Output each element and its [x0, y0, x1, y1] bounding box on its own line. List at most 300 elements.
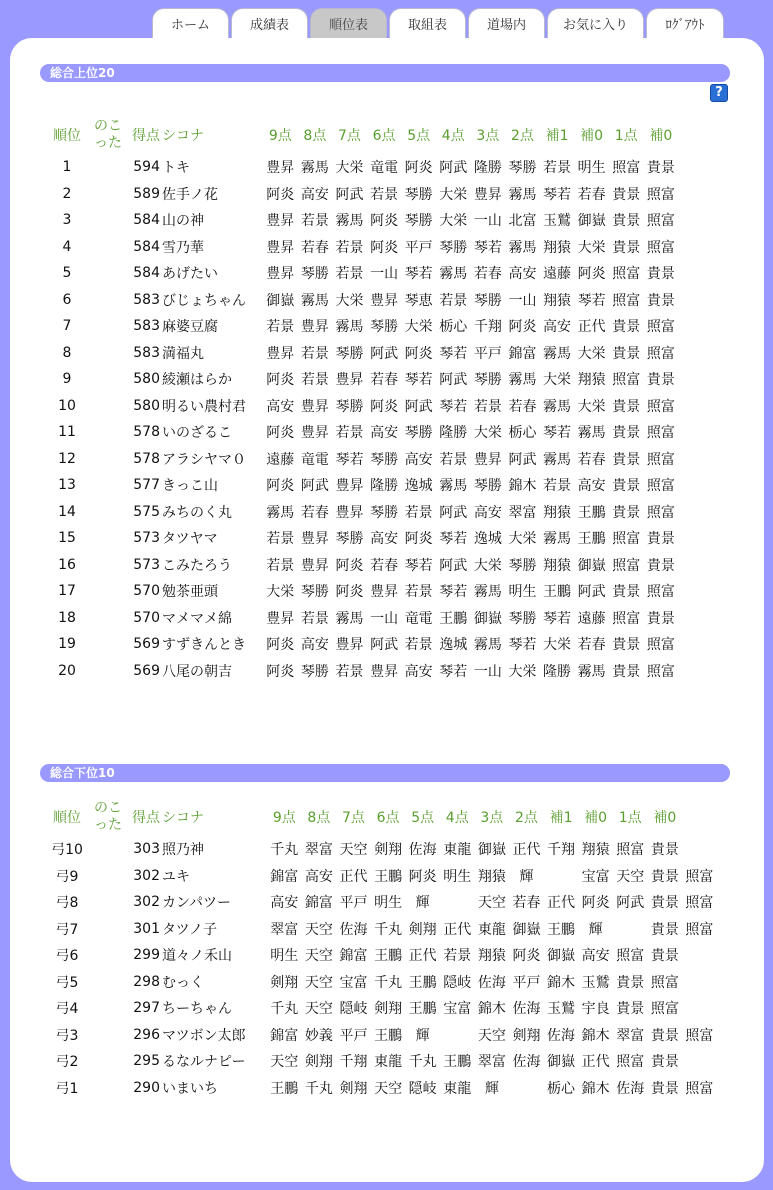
col-header: 2点 [514, 810, 538, 826]
rank-cell: 12 [58, 450, 76, 467]
col-header: 8点 [303, 128, 327, 144]
nokotta-cell [92, 552, 124, 579]
pick-cell: 千翔 [547, 842, 576, 859]
pick-cell: 霧馬 [577, 425, 606, 442]
score-cell: 296 [133, 1026, 160, 1043]
nokotta-cell [92, 578, 124, 605]
pick-cell: 照富 [646, 345, 675, 362]
table-row [42, 1048, 717, 1075]
nokotta-cell [92, 1048, 124, 1075]
nokotta-cell [92, 916, 124, 943]
pick-cell: 霧馬 [508, 239, 537, 256]
pick-cell: 照富 [612, 372, 641, 389]
tab-rankings[interactable]: 順位表 [310, 8, 387, 38]
rank-cell: 2 [62, 185, 72, 202]
pick-cell: 阿武 [439, 557, 468, 574]
pick-cell: 豊昇 [266, 239, 295, 256]
shikona-cell: ユキ [162, 868, 190, 885]
col-header: 3点 [476, 128, 500, 144]
col-header: 3点 [480, 810, 504, 826]
pick-cell: 高安 [300, 637, 329, 654]
shikona-cell: むっく [162, 974, 204, 991]
pick-cell: 若景 [439, 292, 468, 309]
table-row [42, 234, 678, 261]
pick-cell: 貴景 [612, 663, 641, 680]
pick-cell: 阿炎 [370, 239, 399, 256]
pick-cell: 御嶽 [577, 213, 606, 230]
pick-cell: 御嶽 [477, 842, 506, 859]
pick-cell: 琴勝 [473, 478, 502, 495]
pick-cell: 貴景 [646, 292, 675, 309]
pick-cell: 玉鷲 [547, 1001, 576, 1018]
pick-cell [440, 889, 475, 916]
pick-cell: 翠富 [477, 1054, 506, 1071]
pick-cell: 高安 [581, 948, 610, 965]
table-row [42, 836, 717, 863]
pick-cell: 逸城 [404, 478, 433, 495]
pick-cell: 阿炎 [577, 266, 606, 283]
score-cell: 583 [133, 344, 160, 361]
pick-cell: 竜電 [404, 610, 433, 627]
pick-cell: 阿炎 [404, 345, 433, 362]
pick-cell: 豊昇 [335, 478, 364, 495]
pick-cell: 琴若 [439, 531, 468, 548]
shikona-cell: タツヤマ [162, 531, 218, 548]
col-header: 順位 [53, 810, 81, 826]
pick-cell: 王鵬 [439, 610, 468, 627]
pick-cell: 剣翔 [270, 974, 299, 991]
score-cell: 580 [133, 397, 160, 414]
pick-cell: 錦木 [547, 974, 576, 991]
pick-cell: 琴若 [439, 663, 468, 680]
pick-cell [613, 916, 648, 943]
section-bottom10-title: 総合下位10 [40, 764, 730, 782]
pick-cell: 隠岐 [408, 1080, 437, 1097]
nokotta-cell [92, 863, 124, 890]
pick-cell: 阿炎 [266, 478, 295, 495]
pick-cell: 若春 [300, 239, 329, 256]
pick-cell: 東龍 [374, 1054, 403, 1071]
pick-cell: 剣翔 [512, 1027, 541, 1044]
nokotta-cell [92, 605, 124, 632]
nokotta-cell [92, 181, 124, 208]
col-header: 得点 [132, 128, 160, 144]
shikona-cell: トキ [162, 160, 190, 177]
pick-cell: 明生 [443, 868, 472, 885]
pick-cell: 天空 [304, 948, 333, 965]
pick-cell: 阿武 [300, 478, 329, 495]
pick-cell: 霧馬 [473, 637, 502, 654]
pick-cell: 貴景 [650, 868, 679, 885]
pick-cell: 豊昇 [300, 398, 329, 415]
pick-cell: 貴景 [650, 921, 679, 938]
pick-cell: 霧馬 [543, 451, 572, 468]
score-cell: 297 [133, 1000, 160, 1017]
pick-cell: 翔猿 [543, 557, 572, 574]
pick-cell: 琴若 [473, 239, 502, 256]
nokotta-cell [92, 419, 124, 446]
pick-cell: 千丸 [374, 974, 403, 991]
pick-cell: 貴景 [612, 504, 641, 521]
table-row [42, 889, 717, 916]
pick-cell: 錦木 [477, 1001, 506, 1018]
pick-cell: 翠富 [508, 504, 537, 521]
pick-cell: 王鵬 [374, 1027, 403, 1044]
pick-cell: 貴景 [612, 345, 641, 362]
pick-cell: 豊昇 [370, 663, 399, 680]
pick-cell: 琴若 [543, 186, 572, 203]
col-header: 補0 [653, 810, 677, 826]
table-row [42, 393, 678, 420]
col-header: 7点 [342, 810, 365, 826]
pick-cell: 照富 [612, 557, 641, 574]
tab-home[interactable]: ホーム [152, 8, 229, 38]
pick-cell: 照富 [616, 948, 645, 965]
pick-cell: 阿武 [577, 584, 606, 601]
pick-cell: 豊昇 [266, 160, 295, 177]
pick-cell: 遠藤 [543, 266, 572, 283]
pick-cell: 大栄 [577, 345, 606, 362]
score-cell: 583 [133, 291, 160, 308]
pick-cell: 千丸 [270, 1001, 299, 1018]
main-panel [10, 38, 764, 1182]
pick-cell: 佐海 [547, 1027, 576, 1044]
rank-cell: 17 [58, 583, 76, 600]
score-cell: 299 [133, 947, 160, 964]
pick-cell: 貴景 [616, 1001, 645, 1018]
pick-cell: 大栄 [508, 531, 537, 548]
pick-cell: 琴勝 [508, 557, 537, 574]
pick-cell: 若景 [370, 186, 399, 203]
nokotta-cell [92, 260, 124, 287]
table-row [42, 605, 678, 632]
shikona-cell: きっこ山 [162, 478, 218, 495]
pick-cell: 琴勝 [370, 504, 399, 521]
pick-cell: 一山 [508, 292, 537, 309]
pick-cell: 若景 [335, 239, 364, 256]
pick-cell: 平戸 [512, 974, 541, 991]
pick-cell: 阿炎 [370, 398, 399, 415]
pick-cell: 阿炎 [335, 557, 364, 574]
pick-cell: 琴若 [404, 557, 433, 574]
pick-cell: 阿炎 [581, 895, 610, 912]
pick-cell: 剣翔 [339, 1080, 368, 1097]
pick-cell: 栃心 [439, 319, 468, 336]
table-row [42, 552, 678, 579]
pick-cell: 琴若 [543, 610, 572, 627]
pick-cell: 豊昇 [300, 557, 329, 574]
pick-cell: 豊昇 [300, 319, 329, 336]
pick-cell: 若景 [335, 663, 364, 680]
pick-cell: 剣翔 [374, 1001, 403, 1018]
nokotta-cell [92, 631, 124, 658]
pick-cell [544, 863, 579, 890]
score-cell: 301 [133, 920, 160, 937]
pick-cell: 王鵬 [374, 868, 403, 885]
shikona-cell: 雪乃華 [162, 239, 204, 256]
shikona-cell: 綾瀬はらか [162, 372, 232, 389]
pick-cell: 若春 [577, 186, 606, 203]
shikona-cell: 八尾の朝吉 [162, 663, 232, 680]
pick-cell: 御嶽 [266, 292, 295, 309]
table-row [42, 525, 678, 552]
table-row [42, 942, 717, 969]
pick-cell: 御嶽 [547, 1054, 576, 1071]
nokotta-cell [92, 889, 124, 916]
pick-cell: 照富 [612, 610, 641, 627]
pick-cell: 高安 [370, 425, 399, 442]
pick-cell: 豊昇 [300, 531, 329, 548]
rank-cell: 弓2 [55, 1054, 79, 1071]
score-cell: 573 [133, 556, 160, 573]
pick-cell: 阿武 [439, 372, 468, 389]
bottom10-table [42, 798, 717, 1101]
nokotta-cell [92, 366, 124, 393]
pick-cell: 若景 [404, 637, 433, 654]
pick-cell: 霧馬 [543, 398, 572, 415]
col-header: シコナ [162, 810, 204, 826]
pick-cell: 照富 [616, 1054, 645, 1071]
pick-cell: 阿武 [616, 895, 645, 912]
pick-cell: 若景 [300, 213, 329, 230]
shikona-cell: 道々ノ禾山 [162, 948, 232, 965]
pick-cell: 貴景 [612, 425, 641, 442]
pick-cell: 北富 [508, 213, 537, 230]
pick-cell: 照富 [646, 584, 675, 601]
pick-cell: 霧馬 [300, 292, 329, 309]
pick-cell: 東龍 [443, 1080, 472, 1097]
col-header: 補0 [584, 810, 608, 826]
pick-cell: 照富 [612, 292, 641, 309]
score-cell: 584 [133, 265, 160, 282]
pick-cell: 貴景 [612, 584, 641, 601]
pick-cell: 若景 [473, 398, 502, 415]
pick-cell: 一山 [370, 610, 399, 627]
pick-cell [440, 1022, 475, 1049]
pick-cell: 照富 [685, 921, 714, 938]
nokotta-cell [92, 313, 124, 340]
pick-cell: 王鵬 [577, 504, 606, 521]
pick-cell: 霧馬 [508, 186, 537, 203]
pick-cell: 剣翔 [304, 1054, 333, 1071]
pick-cell: 天空 [477, 1027, 506, 1044]
pick-cell: 輝 [415, 895, 430, 912]
pick-cell: 天空 [304, 921, 333, 938]
pick-cell: 霧馬 [577, 663, 606, 680]
pick-cell: 佐海 [512, 1054, 541, 1071]
tab-matchups[interactable]: 取組表 [389, 8, 466, 38]
pick-cell: 御嶽 [547, 948, 576, 965]
pick-cell: 琴勝 [300, 584, 329, 601]
tab-logout[interactable]: ﾛｸﾞｱｳﾄ [646, 8, 724, 38]
pick-cell: 高安 [304, 868, 333, 885]
rank-cell: 弓8 [55, 895, 79, 912]
table-row [42, 472, 678, 499]
table-row [42, 631, 678, 658]
pick-cell: 大栄 [439, 213, 468, 230]
pick-cell: 王鵬 [408, 974, 437, 991]
col-header: 4点 [441, 128, 465, 144]
pick-cell: 照富 [646, 637, 675, 654]
table-row [42, 419, 678, 446]
pick-cell: 琴若 [335, 451, 364, 468]
pick-cell: 王鵬 [443, 1054, 472, 1071]
pick-cell: 翠富 [304, 842, 333, 859]
pick-cell: 正代 [512, 842, 541, 859]
pick-cell: 若景 [404, 504, 433, 521]
table-row [42, 181, 678, 208]
col-header: 4点 [445, 810, 469, 826]
rank-cell: 20 [58, 662, 76, 679]
col-header: 6点 [372, 128, 396, 144]
pick-cell: 王鵬 [543, 584, 572, 601]
pick-cell: 照富 [646, 504, 675, 521]
pick-cell: 一山 [473, 213, 502, 230]
col-header: 5点 [407, 128, 431, 144]
pick-cell: 豊昇 [370, 584, 399, 601]
rank-cell: 弓7 [55, 921, 79, 938]
score-cell: 290 [133, 1079, 160, 1096]
rank-cell: 5 [62, 265, 72, 282]
pick-cell: 御嶽 [577, 557, 606, 574]
pick-cell: 琴若 [404, 372, 433, 389]
pick-cell: 王鵬 [270, 1080, 299, 1097]
pick-cell: 阿炎 [512, 948, 541, 965]
pick-cell: 輝 [519, 868, 534, 885]
pick-cell: 輝 [484, 1080, 499, 1097]
col-header: 2点 [510, 128, 534, 144]
pick-cell: 天空 [270, 1054, 299, 1071]
pick-cell: 高安 [370, 531, 399, 548]
nokotta-cell [92, 658, 124, 685]
pick-cell: 照富 [646, 213, 675, 230]
pick-cell: 霧馬 [335, 610, 364, 627]
pick-cell: 大栄 [473, 425, 502, 442]
col-header: 9点 [272, 810, 296, 826]
pick-cell: 正代 [581, 1054, 610, 1071]
pick-cell: 貴景 [612, 319, 641, 336]
pick-cell: 琴勝 [335, 398, 364, 415]
pick-cell: 若景 [300, 345, 329, 362]
pick-cell: 照富 [685, 868, 714, 885]
pick-cell: 霧馬 [508, 372, 537, 389]
shikona-cell: あげたい [162, 266, 218, 283]
pick-cell: 阿武 [370, 345, 399, 362]
pick-cell: 高安 [473, 504, 502, 521]
table-row [42, 446, 678, 473]
pick-cell: 阿炎 [335, 584, 364, 601]
pick-cell: 阿武 [335, 186, 364, 203]
pick-cell: 霧馬 [473, 584, 502, 601]
nokotta-cell [92, 472, 124, 499]
pick-cell: 翔猿 [581, 842, 610, 859]
pick-cell: 高安 [270, 895, 299, 912]
tab-dojo[interactable]: 道場内 [468, 8, 545, 38]
pick-cell: 隆勝 [370, 478, 399, 495]
rank-cell: 6 [62, 291, 72, 308]
pick-cell: 阿武 [404, 398, 433, 415]
pick-cell: 遠藤 [577, 610, 606, 627]
pick-cell: 貴景 [646, 160, 675, 177]
rank-cell: 弓1 [55, 1080, 79, 1097]
pick-cell: 若春 [473, 266, 502, 283]
pick-cell: 照富 [685, 895, 714, 912]
score-cell: 298 [133, 973, 160, 990]
col-header: のこった [94, 800, 122, 833]
pick-cell: 明生 [374, 895, 403, 912]
pick-cell: 照富 [646, 663, 675, 680]
shikona-cell: すずきんとき [162, 637, 247, 654]
pick-cell: 琴若 [439, 398, 468, 415]
pick-cell: 平戸 [339, 895, 368, 912]
pick-cell: 照富 [650, 1001, 679, 1018]
nav-tabs [152, 8, 726, 38]
pick-cell: 剣翔 [408, 921, 437, 938]
pick-cell: 琴勝 [508, 160, 537, 177]
tab-results[interactable]: 成績表 [231, 8, 308, 38]
pick-cell: 妙義 [304, 1027, 333, 1044]
pick-cell: 阿炎 [266, 425, 295, 442]
pick-cell: 翠富 [270, 921, 299, 938]
pick-cell: 翔猿 [543, 292, 572, 309]
table-row [42, 287, 678, 314]
shikona-cell: マツボン太郎 [162, 1027, 246, 1044]
rank-cell: 弓4 [55, 1001, 79, 1018]
pick-cell: 千丸 [270, 842, 299, 859]
score-cell: 575 [133, 503, 160, 520]
pick-cell: 若景 [543, 160, 572, 177]
pick-cell: 貴景 [612, 213, 641, 230]
col-header: 補1 [549, 810, 573, 826]
pick-cell: 天空 [339, 842, 368, 859]
nokotta-cell [92, 836, 124, 863]
col-header: 5点 [411, 810, 435, 826]
pick-cell: 錦富 [304, 895, 333, 912]
pick-cell: 大栄 [577, 398, 606, 415]
shikona-cell: 明るい農村君 [162, 398, 246, 415]
pick-cell: 正代 [408, 948, 437, 965]
score-cell: 302 [133, 867, 160, 884]
pick-cell: 若景 [443, 948, 472, 965]
pick-cell: 照富 [646, 319, 675, 336]
col-header: 7点 [338, 128, 361, 144]
table-row [42, 154, 678, 181]
nokotta-cell [92, 969, 124, 996]
shikona-cell: タツノ子 [162, 921, 218, 938]
pick-cell: 宇良 [581, 1001, 610, 1018]
rank-cell: 弓10 [51, 842, 83, 859]
help-icon[interactable]: ? [710, 84, 728, 102]
pick-cell: 千翔 [473, 319, 502, 336]
nokotta-cell [92, 525, 124, 552]
table-row [42, 658, 678, 685]
pick-cell: 霧馬 [300, 160, 329, 177]
pick-cell: 琴勝 [404, 186, 433, 203]
tab-favorites[interactable]: お気に入り [547, 8, 644, 38]
col-header: のこった [94, 118, 122, 151]
pick-cell: 琴勝 [439, 239, 468, 256]
pick-cell: 一山 [370, 266, 399, 283]
pick-cell: 貴景 [650, 1080, 679, 1097]
score-cell: 569 [133, 662, 160, 679]
pick-cell: 玉鷲 [581, 974, 610, 991]
pick-cell: 玉鷲 [543, 213, 572, 230]
col-header: 補0 [649, 128, 673, 144]
pick-cell: 貴景 [646, 266, 675, 283]
pick-cell: 佐海 [408, 842, 437, 859]
pick-cell: 貴景 [650, 1027, 679, 1044]
pick-cell: 貴景 [616, 974, 645, 991]
